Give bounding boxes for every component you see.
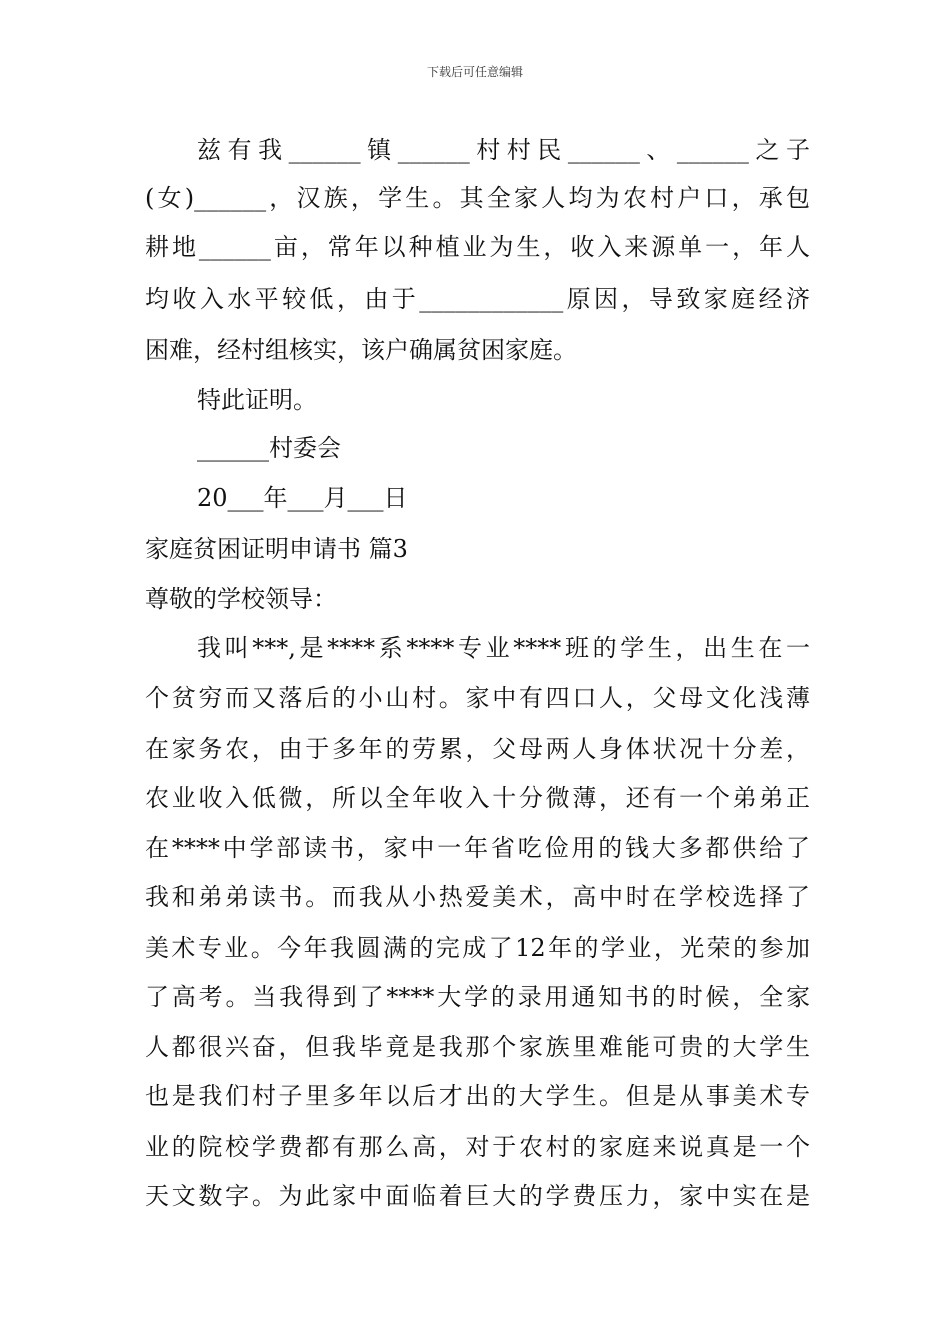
- paragraph-line: 兹有我______镇______村村民______、______之子: [197, 136, 810, 164]
- closing-line: 特此证明。: [197, 386, 317, 414]
- paragraph-line: 农业收入低微，所以全年收入十分微薄，还有一个弟弟正: [145, 784, 810, 812]
- paragraph-line: 业的院校学费都有那么高，对于农村的家庭来说真是一个: [145, 1133, 810, 1161]
- paragraph-line: 在****中学部读书，家中一年省吃俭用的钱大多都供给了: [145, 834, 810, 862]
- paragraph-line: 也是我们村子里多年以后才出的大学生。但是从事美术专: [145, 1082, 810, 1110]
- paragraph-line: 在家务农，由于多年的劳累，父母两人身体状况十分差，: [145, 735, 810, 763]
- paragraph-line: 美术专业。今年我圆满的完成了12年的学业，光荣的参加: [145, 934, 810, 962]
- salutation: 尊敬的学校领导：: [145, 585, 337, 613]
- section-title: 家庭贫困证明申请书 篇3: [145, 535, 408, 563]
- paragraph-line: 均收入水平较低，由于____________原因，导致家庭经济: [145, 285, 810, 313]
- paragraph-line: 耕地______亩，常年以种植业为生，收入来源单一，年人: [145, 233, 810, 261]
- signature-line: ______村委会: [197, 434, 341, 462]
- page-header: 下载后可任意编辑: [426, 65, 523, 79]
- paragraph-line: 困难，经村组核实，该户确属贫困家庭。: [145, 336, 577, 364]
- paragraph-line: 我叫***,是****系****专业****班的学生，出生在一: [197, 634, 810, 662]
- paragraph-line: 我和弟弟读书。而我从小热爱美术，高中时在学校选择了: [145, 883, 810, 911]
- paragraph-line: 个贫穷而又落后的小山村。家中有四口人，父母文化浅薄: [145, 684, 810, 712]
- paragraph-line: (女)______，汉族，学生。其全家人均为农村户口，承包: [145, 184, 810, 212]
- paragraph-line: 天文数字。为此家中面临着巨大的学费压力，家中实在是: [145, 1182, 810, 1210]
- date-line: 20___年___月___日: [197, 484, 408, 512]
- paragraph-line: 人都很兴奋，但我毕竟是我那个家族里难能可贵的大学生: [145, 1033, 810, 1061]
- paragraph-line: 了高考。当我得到了****大学的录用通知书的时候，全家: [145, 983, 810, 1011]
